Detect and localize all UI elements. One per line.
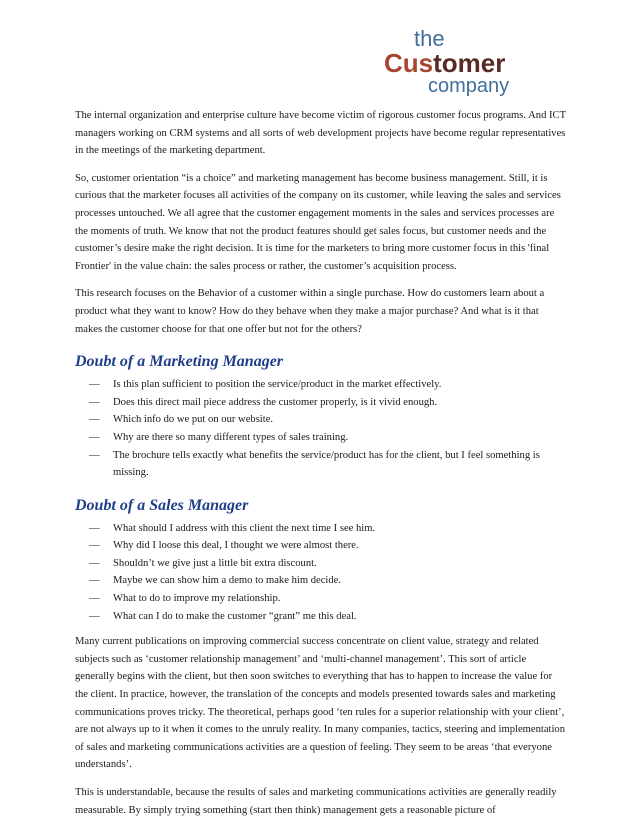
dash-bullet: — [89,575,100,587]
list-item-text: The brochure tells exactly what benefits the service/product has for the client, but I feel something is missing. [113,449,540,479]
company-logo [384,28,534,96]
logo-cus: Cus [384,48,434,78]
section-heading-sales: Doubt of a Sales Manager [75,496,249,514]
logo-company: company [428,75,510,97]
list-item-text: Maybe we can show him a demo to make him decide. [113,575,341,587]
list-item [89,537,567,555]
document-body [75,107,567,829]
list-item [89,411,567,429]
list-item-text: Shouldn’t we give just a little bit extra discount. [113,557,317,569]
dash-bullet: — [89,557,100,569]
dash-bullet: — [89,522,100,534]
list-item-text: Why did I loose this deal, I thought we were almost there. [113,540,359,552]
list-item [89,555,567,573]
paragraph: This is understandable, because the results of sales and marketing communications activities are generally readily measurable. By simply trying something (start then think) management gets a reasonable picture of [75,787,557,816]
paragraph: Many current publications on improving commercial success concentrate on client value, strategy and related subjects such as ‘customer relationship management’ and ‘multi-channel management’. This sort of article generally begins with the client, but then soon switches to everything that has to happen to increase the value for the client. In practice, however, the translation of the concepts and models presented towards sales and marketing communications proves tricky. The theoretical, perhaps good ‘ten rules for a superior relationship with your client’, are not always up to it when it comes to the unruly reality. In many companies, tactics, steering and implementation of sales and marketing communications activities are a question of feeling. They seem to be areas ‘that everyone understands’. [75,636,566,771]
list-item-text: Which info do we put on our website. [113,414,274,426]
section-heading-marketing: Doubt of a Marketing Manager [75,353,284,371]
dash-bullet: — [89,449,100,461]
dash-bullet: — [89,593,100,605]
list-item-text: What can I do to make the customer “grant” me this deal. [113,610,357,622]
dash-bullet: — [89,431,100,443]
paragraph: So, customer orientation “is a choice” and marketing management has become business management. Still, it is curious that the marketer focuses all activities of the company on its customer, while leaving the sales and services processes untouched. We all agree that the customer engagement moments in the sales and services processes are the moments of truth. We know that not the product features should get sales focus, but customer needs and the customer’s desire make the right decision. It is time for the marketers to bring more customer focus in this 'final Frontier' in the value chain: the sales process or rather, the customer’s acquisition process. [75,172,561,272]
list-item-text: Is this plan sufficient to position the service/product in the market effectively. [113,379,442,391]
dash-bullet: — [89,540,100,552]
list-item-text: What should I address with this client the next time I see him. [113,522,376,534]
logo-tomer: tomer [433,48,506,78]
list-item-text: Why are there so many different types of sales training. [113,431,349,443]
list-item [89,376,567,394]
logo-customer [384,50,534,76]
list-item [89,590,567,608]
sales-doubts-list [75,520,567,626]
list-item [89,572,567,590]
logo-the: the [414,26,445,51]
list-item [89,429,567,447]
dash-bullet: — [89,396,100,408]
marketing-doubts-list [75,376,567,482]
list-item [89,608,567,626]
dash-bullet: — [89,610,100,622]
paragraph: This research focuses on the Behavior of a customer within a single purchase. How do customers learn about a product what they want to know? How do they behave when they make a major purchase? And what is it that makes the customer choose for that one offer but not for the others? [75,288,545,335]
list-item-text: Does this direct mail piece address the customer properly, is it vivid enough. [113,396,438,408]
list-item [89,447,567,482]
list-item [89,520,567,538]
list-item-text: What to do to improve my relationship. [113,593,281,605]
paragraph: The internal organization and enterprise culture have become victim of rigorous customer focus programs. And ICT managers working on CRM systems and all sorts of web development projects have become regular representatives in the meetings of the marketing department. [75,110,566,157]
list-item [89,394,567,412]
dash-bullet: — [89,379,100,391]
dash-bullet: — [89,414,100,426]
